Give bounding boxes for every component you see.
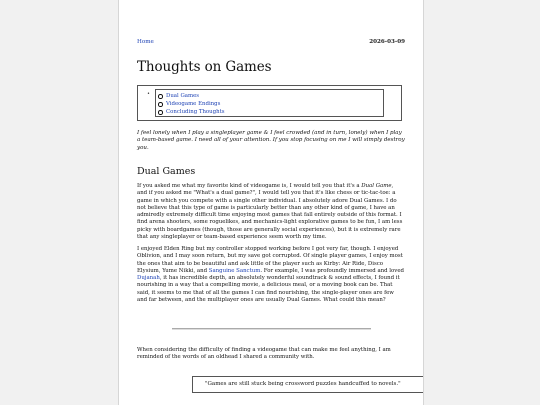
paragraph-2-text-c: , it has incredible depth, an absolutely wonderful soundtrack & sound effects, I found it nourishing in a way that a compelling movie, a delicious meal, or a moving book can be. That said, it seems to me that of all the games I can find nourishing, the single-player ones are few and far between, and the multiplayer ones are usually Dual Games. What could this mean? xyxy=(137,275,400,303)
section-divider xyxy=(172,328,371,330)
post-date: 2026-03-09 xyxy=(369,39,405,45)
paragraph-1-text-a: If you asked me what my favorite kind of videogame is, I would tell you that it's a xyxy=(137,183,362,189)
paragraph-2-text-a: I enjoyed Elden Ring but my controller stopped working before I got very far, though. I enjoyed Oblivion, and I may soon return, but my save got corrupted. Of single player games, I enjoy most the ones that aim to be beautiful and ask little of the player such as Kirby: Air Ride, Disco Elysium, Yume Nikki, and xyxy=(137,246,403,274)
intro-text: I feel lonely when I play a singleplayer game & I feel crowded (and in turn, lonely) when I play a team-based game. I need all of your attention. If you stop focusing on me I will simply destroy you. xyxy=(137,130,405,151)
toc-link-dual-games[interactable]: Dual Games xyxy=(166,92,200,99)
circle-bullet-icon xyxy=(158,110,163,115)
table-of-contents xyxy=(137,85,402,121)
dujanah-link[interactable]: Dujanah xyxy=(137,275,160,281)
circle-bullet-icon xyxy=(158,94,163,99)
toc-item-concluding-thoughts xyxy=(166,108,383,116)
bullet-icon: • xyxy=(147,91,150,97)
article-page xyxy=(118,0,424,405)
toc-link-videogame-endings[interactable]: Videogame Endings xyxy=(166,100,221,107)
toc-link-concluding-thoughts[interactable]: Concluding Thoughts xyxy=(166,108,225,115)
toc-list xyxy=(156,90,383,116)
paragraph-2 xyxy=(137,246,405,304)
top-bar xyxy=(137,39,405,45)
paragraph-1 xyxy=(137,183,405,241)
circle-bullet-icon xyxy=(158,102,163,107)
toc-item-videogame-endings xyxy=(166,100,383,108)
paragraph-1-text-b: , and if you asked me "What's a dual game?", I would tell you that it's like chess or tic-tac-toe: a game in which you compete with a single other individual. I absolutely adore Dual Games. I do not believe that this type of game is particularly better than any other kind of game, I have an admiredly extremely difficult time enjoying most games that fall entirely outside of this format. I find arena shooters, some roguelikes, and mechanics-light explorative games to be fun, I am less picky with boardgames (though, those are generally social experiences), but it is extremely rare that any singleplayer or team-based experience seem worth my time. xyxy=(137,183,403,240)
toc-item-dual-games xyxy=(166,92,383,100)
paragraph-2-text-b: . For example, I was profoundly immersed and loved xyxy=(260,267,404,274)
quote-box: "Games are still stuck being crossword puzzles handcuffed to novels." xyxy=(192,376,424,393)
paragraph-3: When considering the difficulty of finding a videogame that can make me feel anything, I am reminded of the words of an oldhead I shared a community with. xyxy=(137,347,391,361)
page-title: Thoughts on Games xyxy=(137,59,272,75)
home-link[interactable]: Home xyxy=(137,39,154,45)
section-heading-dual-games: Dual Games xyxy=(137,166,196,177)
toc-inner-box xyxy=(155,89,384,117)
dual-game-emphasis: Dual Game xyxy=(361,183,392,189)
sanguine-sanctum-link[interactable]: Sanguine Sanctum xyxy=(208,267,261,274)
